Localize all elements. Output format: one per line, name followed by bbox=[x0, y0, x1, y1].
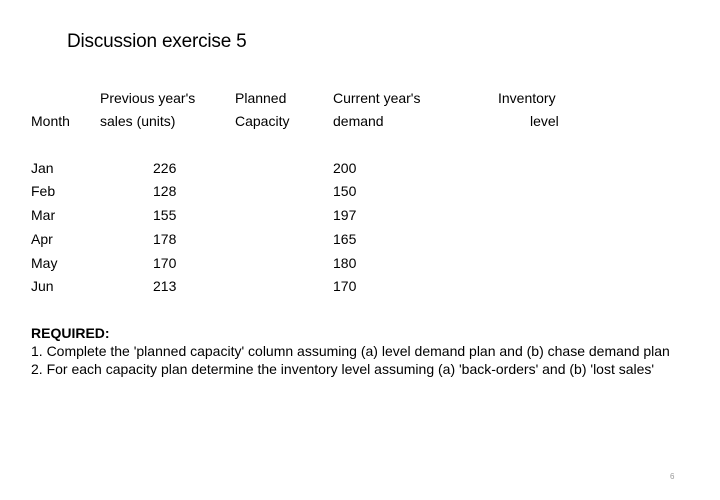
cell-current-demand: 165 bbox=[333, 231, 357, 247]
table-row bbox=[0, 255, 720, 275]
header-inventory-line1: Inventory bbox=[498, 90, 556, 106]
cell-previous-sales: 128 bbox=[153, 183, 177, 199]
cell-month: May bbox=[31, 255, 58, 271]
required-heading: REQUIRED: bbox=[31, 325, 110, 341]
table-row bbox=[0, 207, 720, 227]
page-number: 6 bbox=[670, 472, 675, 481]
header-current-line1: Current year's bbox=[333, 90, 421, 106]
cell-previous-sales: 213 bbox=[153, 278, 177, 294]
table-row bbox=[0, 231, 720, 251]
header-planned-line2: Capacity bbox=[235, 113, 290, 129]
cell-current-demand: 170 bbox=[333, 278, 357, 294]
header-previous-line2: sales (units) bbox=[100, 113, 176, 129]
cell-current-demand: 180 bbox=[333, 255, 357, 271]
header-planned-line1: Planned bbox=[235, 90, 287, 106]
cell-month: Apr bbox=[31, 231, 53, 247]
cell-current-demand: 150 bbox=[333, 183, 357, 199]
required-section bbox=[31, 324, 701, 378]
cell-previous-sales: 170 bbox=[153, 255, 177, 271]
cell-previous-sales: 226 bbox=[153, 160, 177, 176]
header-current-line2: demand bbox=[333, 113, 384, 129]
header-month: Month bbox=[31, 113, 70, 129]
header-inventory-line2: level bbox=[530, 113, 559, 129]
cell-month: Jan bbox=[31, 160, 54, 176]
required-item-1: 1. Complete the 'planned capacity' column assuming (a) level demand plan and (b) chase demand plan bbox=[31, 343, 670, 359]
header-previous-line1: Previous year's bbox=[100, 90, 196, 106]
cell-previous-sales: 155 bbox=[153, 207, 177, 223]
cell-month: Mar bbox=[31, 207, 56, 223]
cell-month: Jun bbox=[31, 278, 54, 294]
table-row bbox=[0, 183, 720, 203]
table-row bbox=[0, 160, 720, 180]
cell-current-demand: 197 bbox=[333, 207, 357, 223]
cell-month: Feb bbox=[31, 183, 56, 199]
cell-previous-sales: 178 bbox=[153, 231, 177, 247]
cell-current-demand: 200 bbox=[333, 160, 357, 176]
required-item-2: 2. For each capacity plan determine the inventory level assuming (a) 'back-orders' and (b) 'lost sales' bbox=[31, 361, 655, 377]
page-title: Discussion exercise 5 bbox=[67, 31, 247, 52]
table-row bbox=[0, 278, 720, 298]
